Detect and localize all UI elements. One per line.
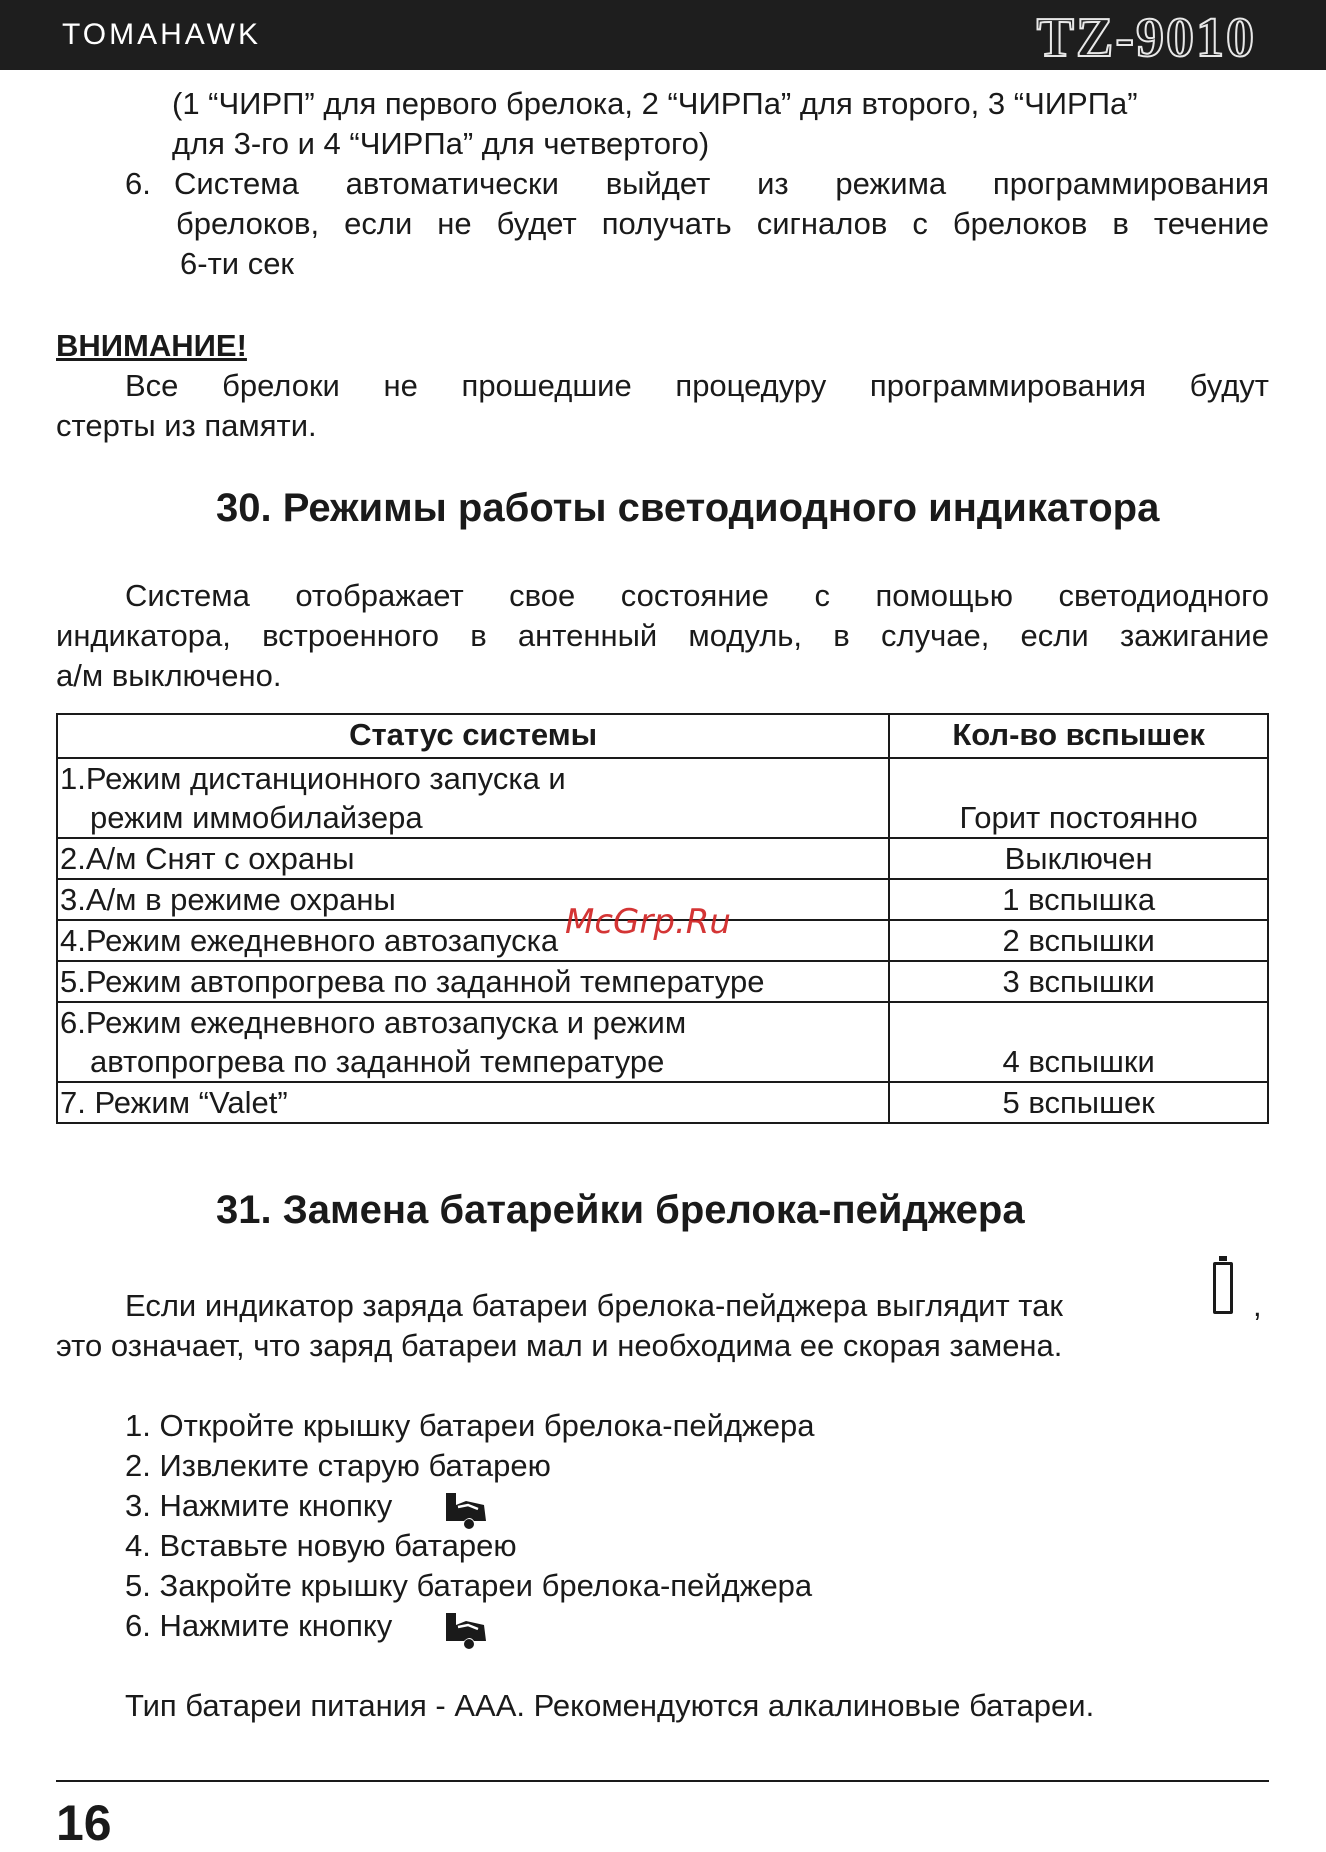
section-30-para-line-2: индикатора, встроенного в антенный модуль, в случае, если зажигание <box>56 618 1269 653</box>
trunk-button-icon <box>444 1611 488 1651</box>
brand-name: TOMAHAWK <box>62 18 262 51</box>
section-30-para-line-3: а/м выключено. <box>56 658 282 693</box>
flashes-cell: 2 вспышки <box>889 920 1268 961</box>
section-30-title: 30. Режимы работы светодиодного индикатора <box>216 486 1160 530</box>
battery-low-icon <box>1213 1262 1233 1314</box>
table-row <box>57 758 1268 838</box>
table-row <box>57 961 1268 1002</box>
flashes-cell: 1 вспышка <box>889 879 1268 920</box>
flashes-cell: 5 вспышек <box>889 1082 1268 1123</box>
status-cell: 4.Режим ежедневного автозапуска <box>57 920 889 961</box>
column-header-flashes: Кол-во вспышек <box>889 714 1268 758</box>
status-cell <box>57 1002 889 1082</box>
flashes-cell: Горит постоянно <box>889 758 1268 838</box>
flashes-cell: Выключен <box>889 838 1268 879</box>
warning-line-1: Все брелоки не прошедшие процедуру программирования будут <box>125 368 1269 403</box>
item6-line-1: Система автоматически выйдет из режима программирования <box>174 166 1269 201</box>
warning-line-2: стерты из памяти. <box>56 408 317 443</box>
section-31-para-comma: , <box>1253 1288 1262 1323</box>
intro-line-1: (1 “ЧИРП” для первого брелока, 2 “ЧИРПа” для второго, 3 “ЧИРПа” <box>172 86 1138 121</box>
table-row <box>57 1082 1268 1123</box>
status-text: 1.Режим дистанционного запуска и <box>60 761 566 796</box>
table-row <box>57 1002 1268 1082</box>
table-row <box>57 838 1268 879</box>
warning-title: ВНИМАНИЕ! <box>56 328 247 363</box>
watermark: McGrp.Ru <box>565 902 731 942</box>
status-text: режим иммобилайзера <box>90 800 423 835</box>
section-31-title: 31. Замена батарейки брелока-пейджера <box>216 1188 1025 1232</box>
item6-number: 6. <box>125 166 151 201</box>
step-5: 5. Закройте крышку батареи брелока-пейджера <box>125 1568 813 1603</box>
trunk-button-icon <box>444 1491 488 1531</box>
table-header-row <box>57 714 1268 758</box>
section-31-para-line-2: это означает, что заряд батареи мал и необходима ее скорая замена. <box>56 1328 1063 1363</box>
section-30-para-line-1: Система отображает свое состояние с помощью светодиодного <box>125 578 1269 613</box>
step-1: 1. Откройте крышку батареи брелока-пейджера <box>125 1408 815 1443</box>
status-cell: 2.А/м Снят с охраны <box>57 838 889 879</box>
column-header-status: Статус системы <box>57 714 889 758</box>
flashes-cell: 3 вспышки <box>889 961 1268 1002</box>
item6-line-2: брелоков, если не будет получать сигналов с брелоков в течение <box>176 206 1269 241</box>
status-text: 6.Режим ежедневного автозапуска и режим <box>60 1005 687 1040</box>
status-cell: 5.Режим автопрогрева по заданной температуре <box>57 961 889 1002</box>
flashes-cell: 4 вспышки <box>889 1002 1268 1082</box>
status-cell: 3.А/м в режиме охраны <box>57 879 889 920</box>
model-name: TZ-9010 <box>1036 7 1256 69</box>
status-text: автопрогрева по заданной температуре <box>90 1044 665 1079</box>
step-6: 6. Нажмите кнопку <box>125 1608 393 1643</box>
status-cell <box>57 758 889 838</box>
item6-line-3: 6-ти сек <box>180 246 294 281</box>
battery-type-note: Тип батареи питания - ААА. Рекомендуются алкалиновые батареи. <box>125 1688 1095 1723</box>
footer-divider <box>56 1780 1269 1782</box>
intro-line-2: для 3-го и 4 “ЧИРПа” для четвертого) <box>172 126 710 161</box>
page-number: 16 <box>56 1795 112 1851</box>
step-2: 2. Извлеките старую батарею <box>125 1448 551 1483</box>
status-cell: 7. Режим “Valet” <box>57 1082 889 1123</box>
section-31-para-line-1: Если индикатор заряда батареи брелока-пейджера выглядит так <box>125 1288 1063 1323</box>
step-3: 3. Нажмите кнопку <box>125 1488 393 1523</box>
step-4: 4. Вставьте новую батарею <box>125 1528 517 1563</box>
